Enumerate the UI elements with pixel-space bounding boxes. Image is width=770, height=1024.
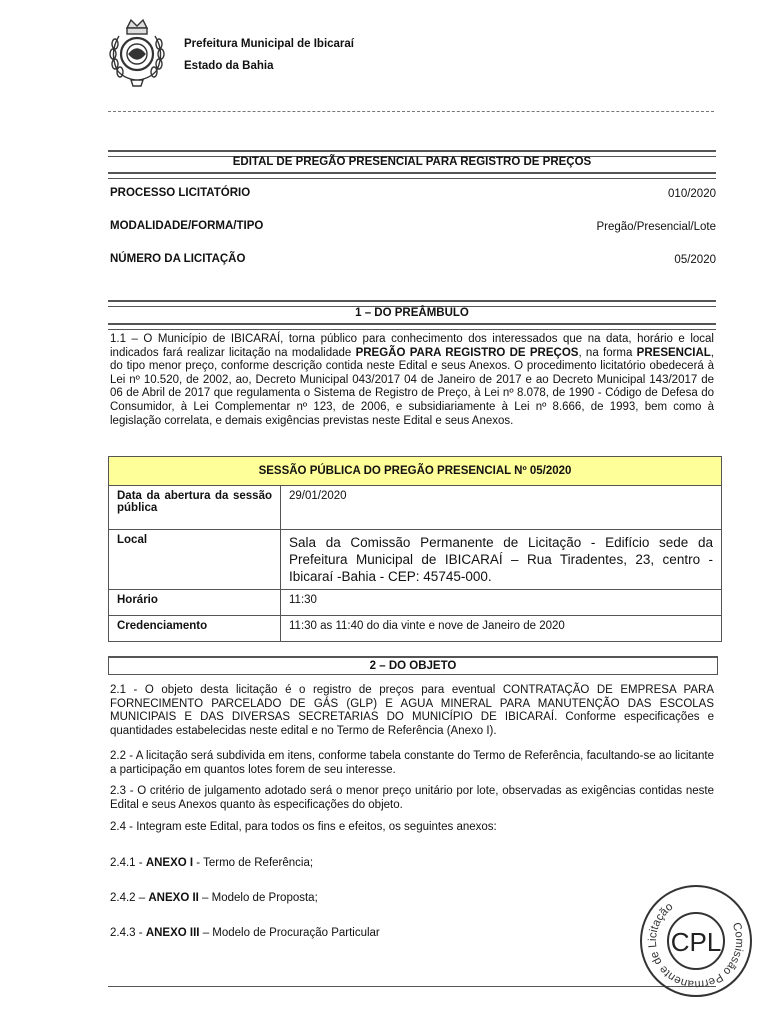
object-title: 2 – DO OBJETO: [108, 656, 718, 675]
accreditation-value: 11:30 as 11:40 do dia vinte e nove de Janeiro de 2020: [281, 616, 722, 642]
cpl-stamp-icon: [637, 882, 755, 1000]
object-paragraph-1: 2.1 - O objeto desta licitação é o registro de preços para eventual CONTRATAÇÃO DE EMPRESA PARA FORNECIMENTO PARCELADO DE GÁS (GLP) E AGUA MINERAL PARA MANUTENÇÃO DAS ESCOLAS MUNICIPAIS E DAS DIVERSAS SECRETARIAS DO MUNICÍPIO DE IBICARAÍ. Conforme especificações e quantidades estabelecidas neste edital e no Termo de Referência (Anexo I).: [110, 684, 714, 737]
session-date-value: 29/01/2020: [281, 486, 722, 530]
object-paragraph-4: 2.4 - Integram este Edital, para todos os fins e efeitos, os seguintes anexos:: [110, 821, 497, 833]
session-date-label: Data da abertura da sessão pública: [109, 486, 281, 530]
bid-number-value: 05/2020: [674, 254, 716, 266]
svg-text:Comissão Permanente de Licitaç: Comissão Permanente de Licitação: [646, 900, 746, 991]
accreditation-label: Credenciamento: [109, 616, 281, 642]
bid-number-label: NÚMERO DA LICITAÇÃO: [110, 253, 246, 265]
annex-item-3: 2.4.3 - ANEXO III – Modelo de Procuração Particular: [110, 927, 380, 939]
process-label: PROCESSO LICITATÓRIO: [110, 187, 251, 199]
municipal-crest-icon: [105, 16, 169, 90]
process-value: 010/2020: [668, 188, 716, 200]
document-title: EDITAL DE PREGÃO PRESENCIAL PARA REGISTRO DE PREÇOS: [232, 156, 592, 168]
object-paragraph-3: 2.3 - O critério de julgamento adotado será o menor preço unitário por lote, observadas as exigências contidas neste Edital e seus Anexos quanto às especificações do objeto.: [110, 785, 714, 811]
footer-rule: [108, 986, 716, 987]
preamble-rule-top: [108, 300, 716, 307]
header-state: Estado da Bahia: [184, 60, 274, 72]
session-title: SESSÃO PÚBLICA DO PREGÃO PRESENCIAL Nº 05/2020: [109, 457, 722, 486]
session-location-value: Sala da Comissão Permanente de Licitação - Edifício sede da Prefeitura Municipal de IBICARAÍ – Rua Tiradentes, 23, centro - Ibicaraí -Bahia - CEP: 45745-000.: [281, 530, 722, 590]
title-rule-bottom: [108, 172, 716, 179]
preamble-rule-bottom: [108, 323, 716, 330]
object-paragraph-2: 2.2 - A licitação será subdivida em itens, conforme tabela constante do Termo de Referência, facultando-se ao licitante a participação em quantos lotes forem de seu interesse.: [110, 750, 714, 776]
modality-label: MODALIDADE/FORMA/TIPO: [110, 220, 264, 232]
session-location-label: Local: [109, 530, 281, 590]
header-divider: [108, 111, 714, 112]
svg-text:CPL: CPL: [670, 927, 722, 957]
header-municipality: Prefeitura Municipal de Ibicaraí: [184, 38, 354, 50]
session-time-label: Horário: [109, 590, 281, 616]
modality-value: Pregão/Presencial/Lote: [596, 221, 716, 233]
preamble-title: 1 – DO PREÂMBULO: [355, 307, 469, 319]
session-table: [108, 456, 722, 642]
annex-item-1: 2.4.1 - ANEXO I - Termo de Referência;: [110, 857, 314, 869]
annex-item-2: 2.4.2 – ANEXO II – Modelo de Proposta;: [110, 892, 318, 904]
session-time-value: 11:30: [281, 590, 722, 616]
preamble-paragraph: 1.1 – O Município de IBICARAÍ, torna público para conhecimento dos interessados que na data, horário e local indicados fará realizar licitação na modalidade PREGÃO PARA REGISTRO DE PREÇOS, na forma PRESENCIAL, do tipo menor preço, conforme descrição contida neste Edital e seus Anexos. O procedimento licitatório obedecerá à Lei nº 10.520, de 2002, ao, Decreto Municipal 043/2017 04 de Janeiro de 2017 e ao Decreto Municipal 143/2017 de 06 de Abril de 2017 que regulamenta o Sistema de Registro de Preço, à Lei nº 8.078, de 1990 - Código de Defesa do Consumidor, à Lei Complementar nº 123, de 2006, e subsidiariamente à Lei nº 8.666, de 1993, bem como à legislação correlata, e demais exigências previstas neste Edital e seus Anexos.: [110, 333, 714, 427]
